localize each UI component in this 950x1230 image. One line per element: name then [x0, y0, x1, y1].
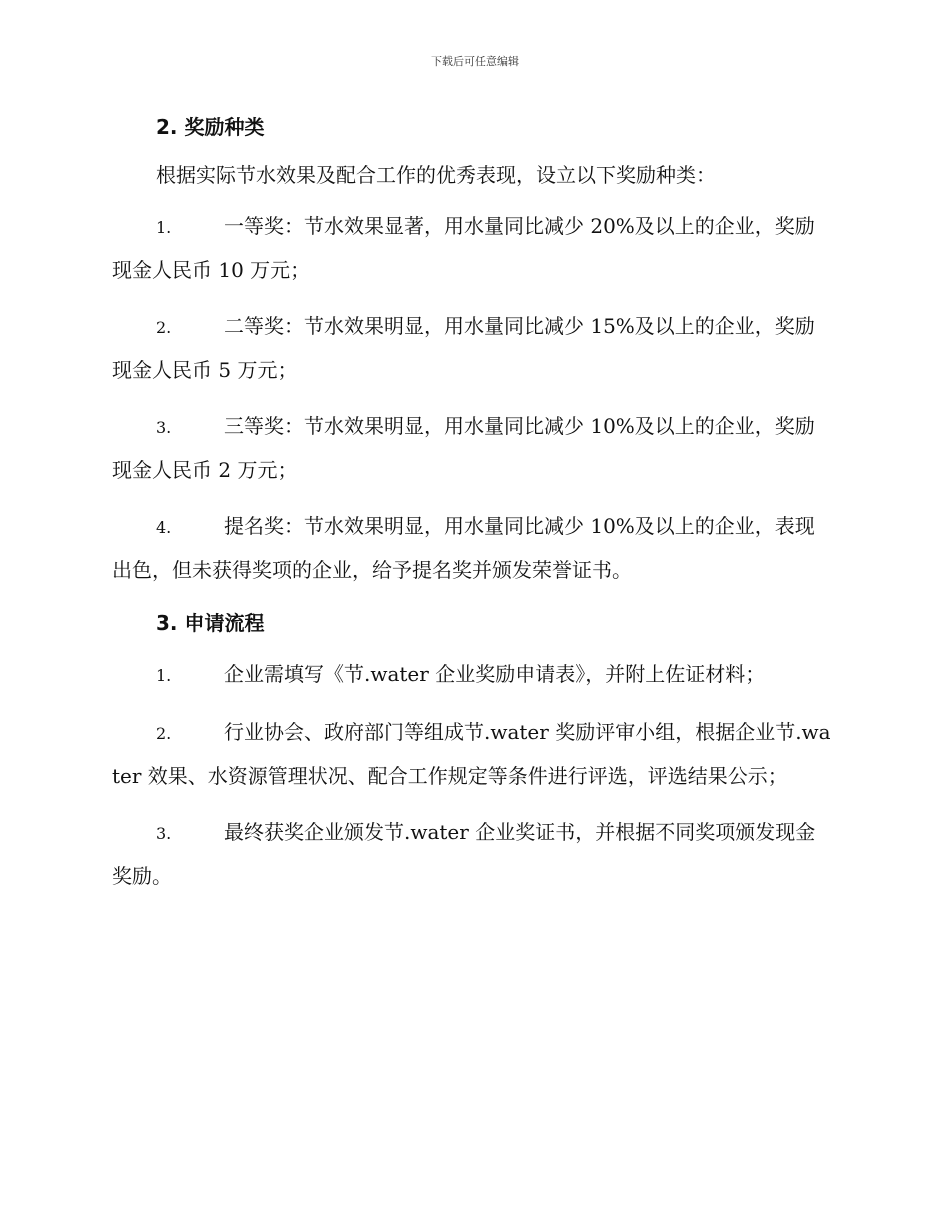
list-item [112, 811, 832, 897]
list-item-number: 2. [156, 724, 172, 743]
list-item [112, 711, 832, 797]
list-item-text: 提名奖：节水效果明显，用水量同比减少 10%及以上的企业，表现出色，但未获得奖项的企业，给予提名奖并颁发荣誉证书。 [112, 514, 815, 582]
list-item-number: 3. [156, 824, 172, 843]
list-item-number: 3. [156, 418, 172, 437]
section-heading-application-process: 3. 申请流程 [156, 611, 265, 635]
list-item-text: 企业需填写《节.water 企业奖励申请表》，并附上佐证材料； [224, 662, 766, 686]
list-item-text: 最终获奖企业颁发节.water 企业奖证书，并根据不同奖项颁发现金奖励。 [112, 820, 816, 888]
list-item-text: 一等奖：节水效果显著，用水量同比减少 20%及以上的企业，奖励现金人民币 10 万元； [112, 214, 815, 282]
list-item-number: 1. [156, 666, 172, 685]
award-types-intro: 根据实际节水效果及配合工作的优秀表现，设立以下奖励种类： [156, 163, 716, 187]
list-item-text: 二等奖：节水效果明显，用水量同比减少 15%及以上的企业，奖励现金人民币 5 万元； [112, 314, 815, 382]
list-item-number: 4. [156, 518, 172, 537]
list-item [112, 305, 832, 391]
list-item [112, 405, 832, 491]
document-content [112, 109, 832, 911]
list-item-text: 行业协会、政府部门等组成节.water 奖励评审小组，根据企业节.water 效果、水资源管理状况、配合工作规定等条件进行评选，评选结果公示； [112, 720, 831, 788]
list-item [112, 653, 832, 697]
list-item-number: 2. [156, 318, 172, 337]
section-heading-award-types: 2. 奖励种类 [156, 115, 265, 139]
list-item [112, 505, 832, 591]
list-item-text: 三等奖：节水效果明显，用水量同比减少 10%及以上的企业，奖励现金人民币 2 万元； [112, 414, 815, 482]
header-note: 下载后可任意编辑 [431, 55, 519, 68]
list-item [112, 205, 832, 291]
list-item-number: 1. [156, 218, 172, 237]
